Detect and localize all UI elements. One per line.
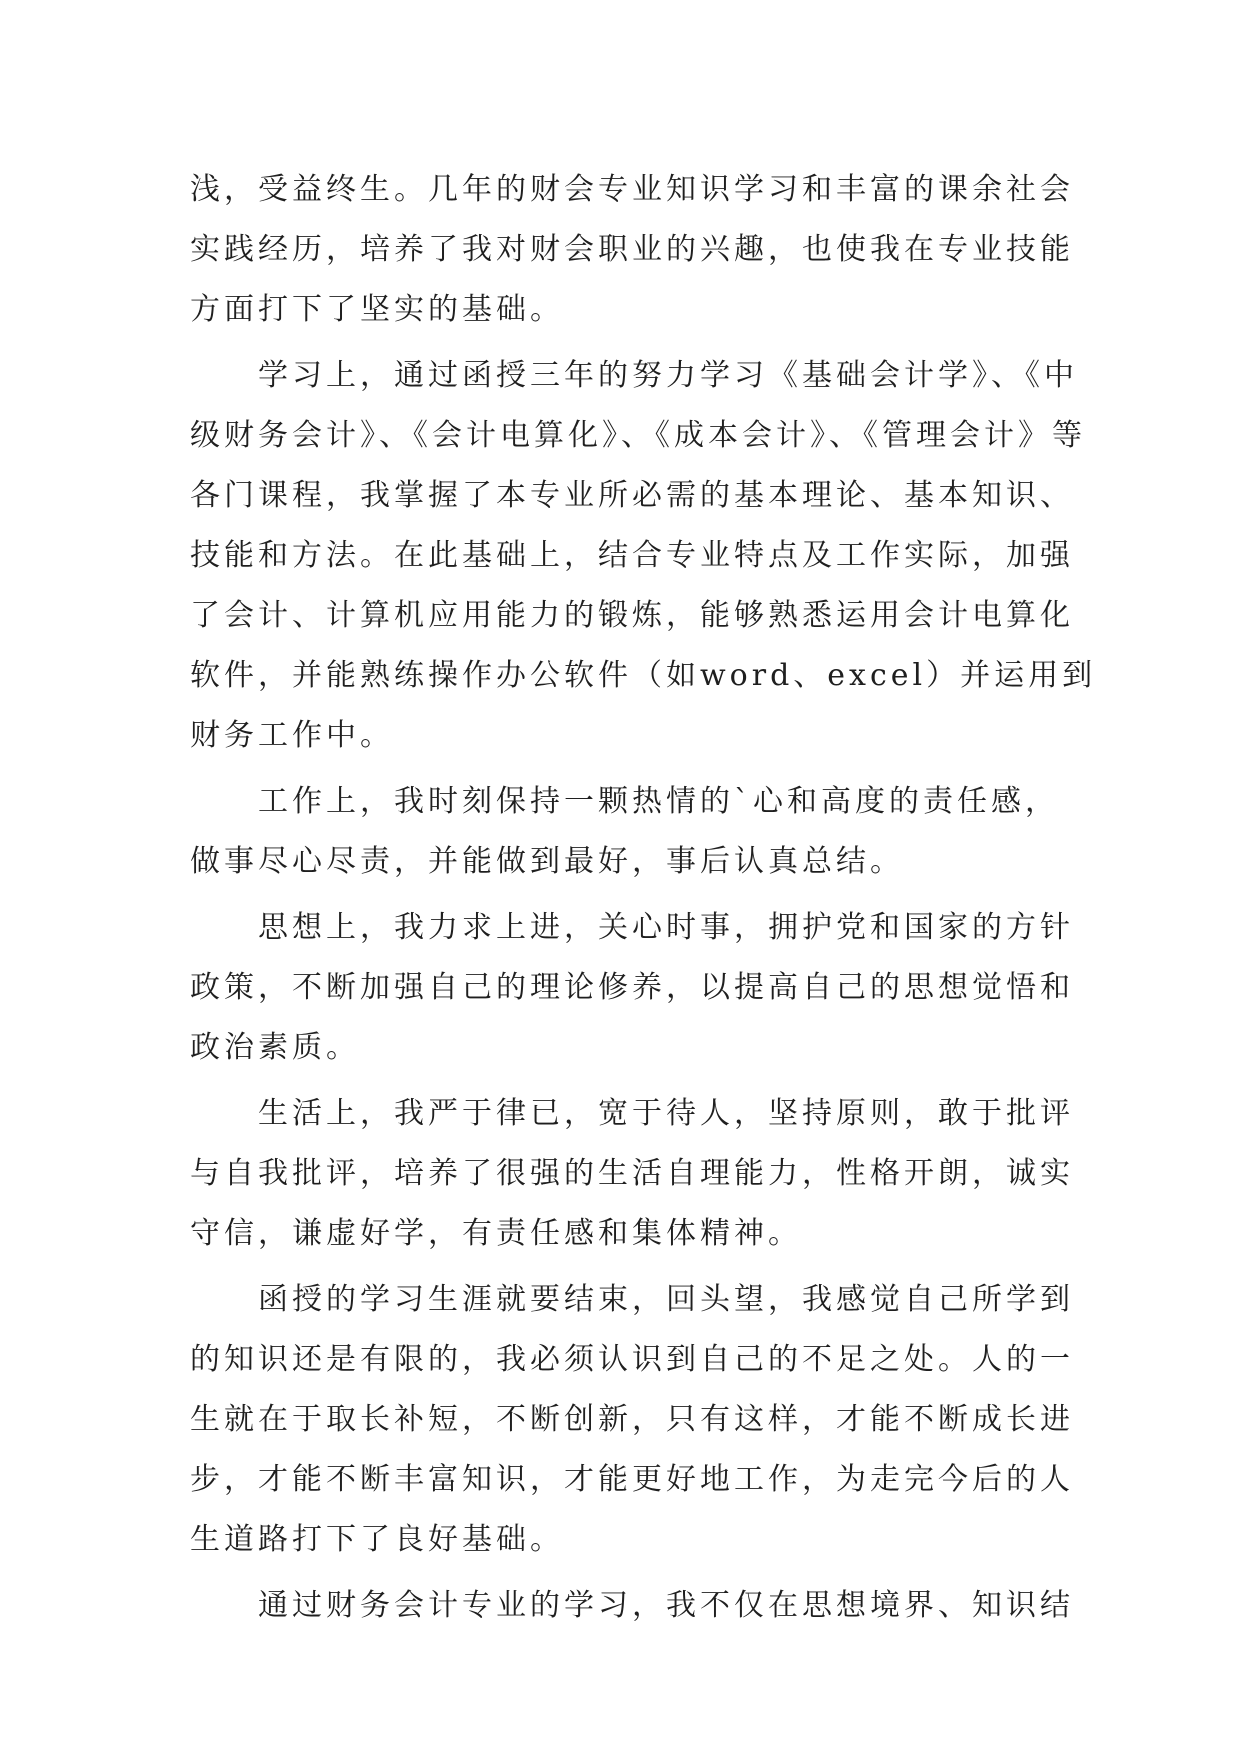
text-line: 做事尽心尽责，并能做到最好，事后认真总结。 [190, 844, 904, 879]
text-line: 守信，谦虚好学，有责任感和集体精神。 [190, 1216, 802, 1251]
text-line: 各门课程，我掌握了本专业所必需的基本理论、基本知识、 [190, 478, 1074, 513]
text-line: 与自我批评，培养了很强的生活自理能力，性格开朗，诚实 [190, 1156, 1074, 1191]
text-line: 生道路打下了良好基础。 [190, 1522, 564, 1557]
text-line: 步，才能不断丰富知识，才能更好地工作，为走完今后的人 [190, 1462, 1074, 1497]
text-line: 思想上，我力求上进，关心时事，拥护党和国家的方针 [190, 910, 1074, 945]
text-line: 生活上，我严于律已，宽于待人，坚持原则，敢于批评 [190, 1096, 1074, 1131]
text-line: 函授的学习生涯就要结束，回头望，我感觉自己所学到 [190, 1282, 1074, 1317]
text-line: 技能和方法。在此基础上，结合专业特点及工作实际，加强 [190, 538, 1074, 573]
text-line: 工作上，我时刻保持一颗热情的`心和高度的责任感， [190, 784, 1059, 819]
text-line: 级财务会计》、《会计电算化》、《成本会计》、《管理会计》等 [190, 418, 1086, 453]
text-line: 政策，不断加强自己的理论修养，以提高自己的思想觉悟和 [190, 970, 1074, 1005]
text-line: 政治素质。 [190, 1030, 360, 1065]
text-line: 方面打下了坚实的基础。 [190, 292, 564, 327]
text-line: 了会计、计算机应用能力的锻炼，能够熟悉运用会计电算化 [190, 598, 1074, 633]
text-line: 生就在于取长补短，不断创新，只有这样，才能不断成长进 [190, 1402, 1074, 1437]
text-line: 财务工作中。 [190, 718, 394, 753]
text-line: 软件，并能熟练操作办公软件（如word、excel）并运用到 [190, 658, 1097, 693]
text-line: 通过财务会计专业的学习，我不仅在思想境界、知识结 [190, 1588, 1074, 1623]
document-body [190, 160, 1097, 1636]
text-line: 实践经历，培养了我对财会职业的兴趣，也使我在专业技能 [190, 232, 1074, 267]
text-line: 学习上，通过函授三年的努力学习《基础会计学》、《中 [190, 358, 1078, 393]
text-line: 浅，受益终生。几年的财会专业知识学习和丰富的课余社会 [190, 172, 1074, 207]
text-line: 的知识还是有限的，我必须认识到自己的不足之处。人的一 [190, 1342, 1074, 1377]
